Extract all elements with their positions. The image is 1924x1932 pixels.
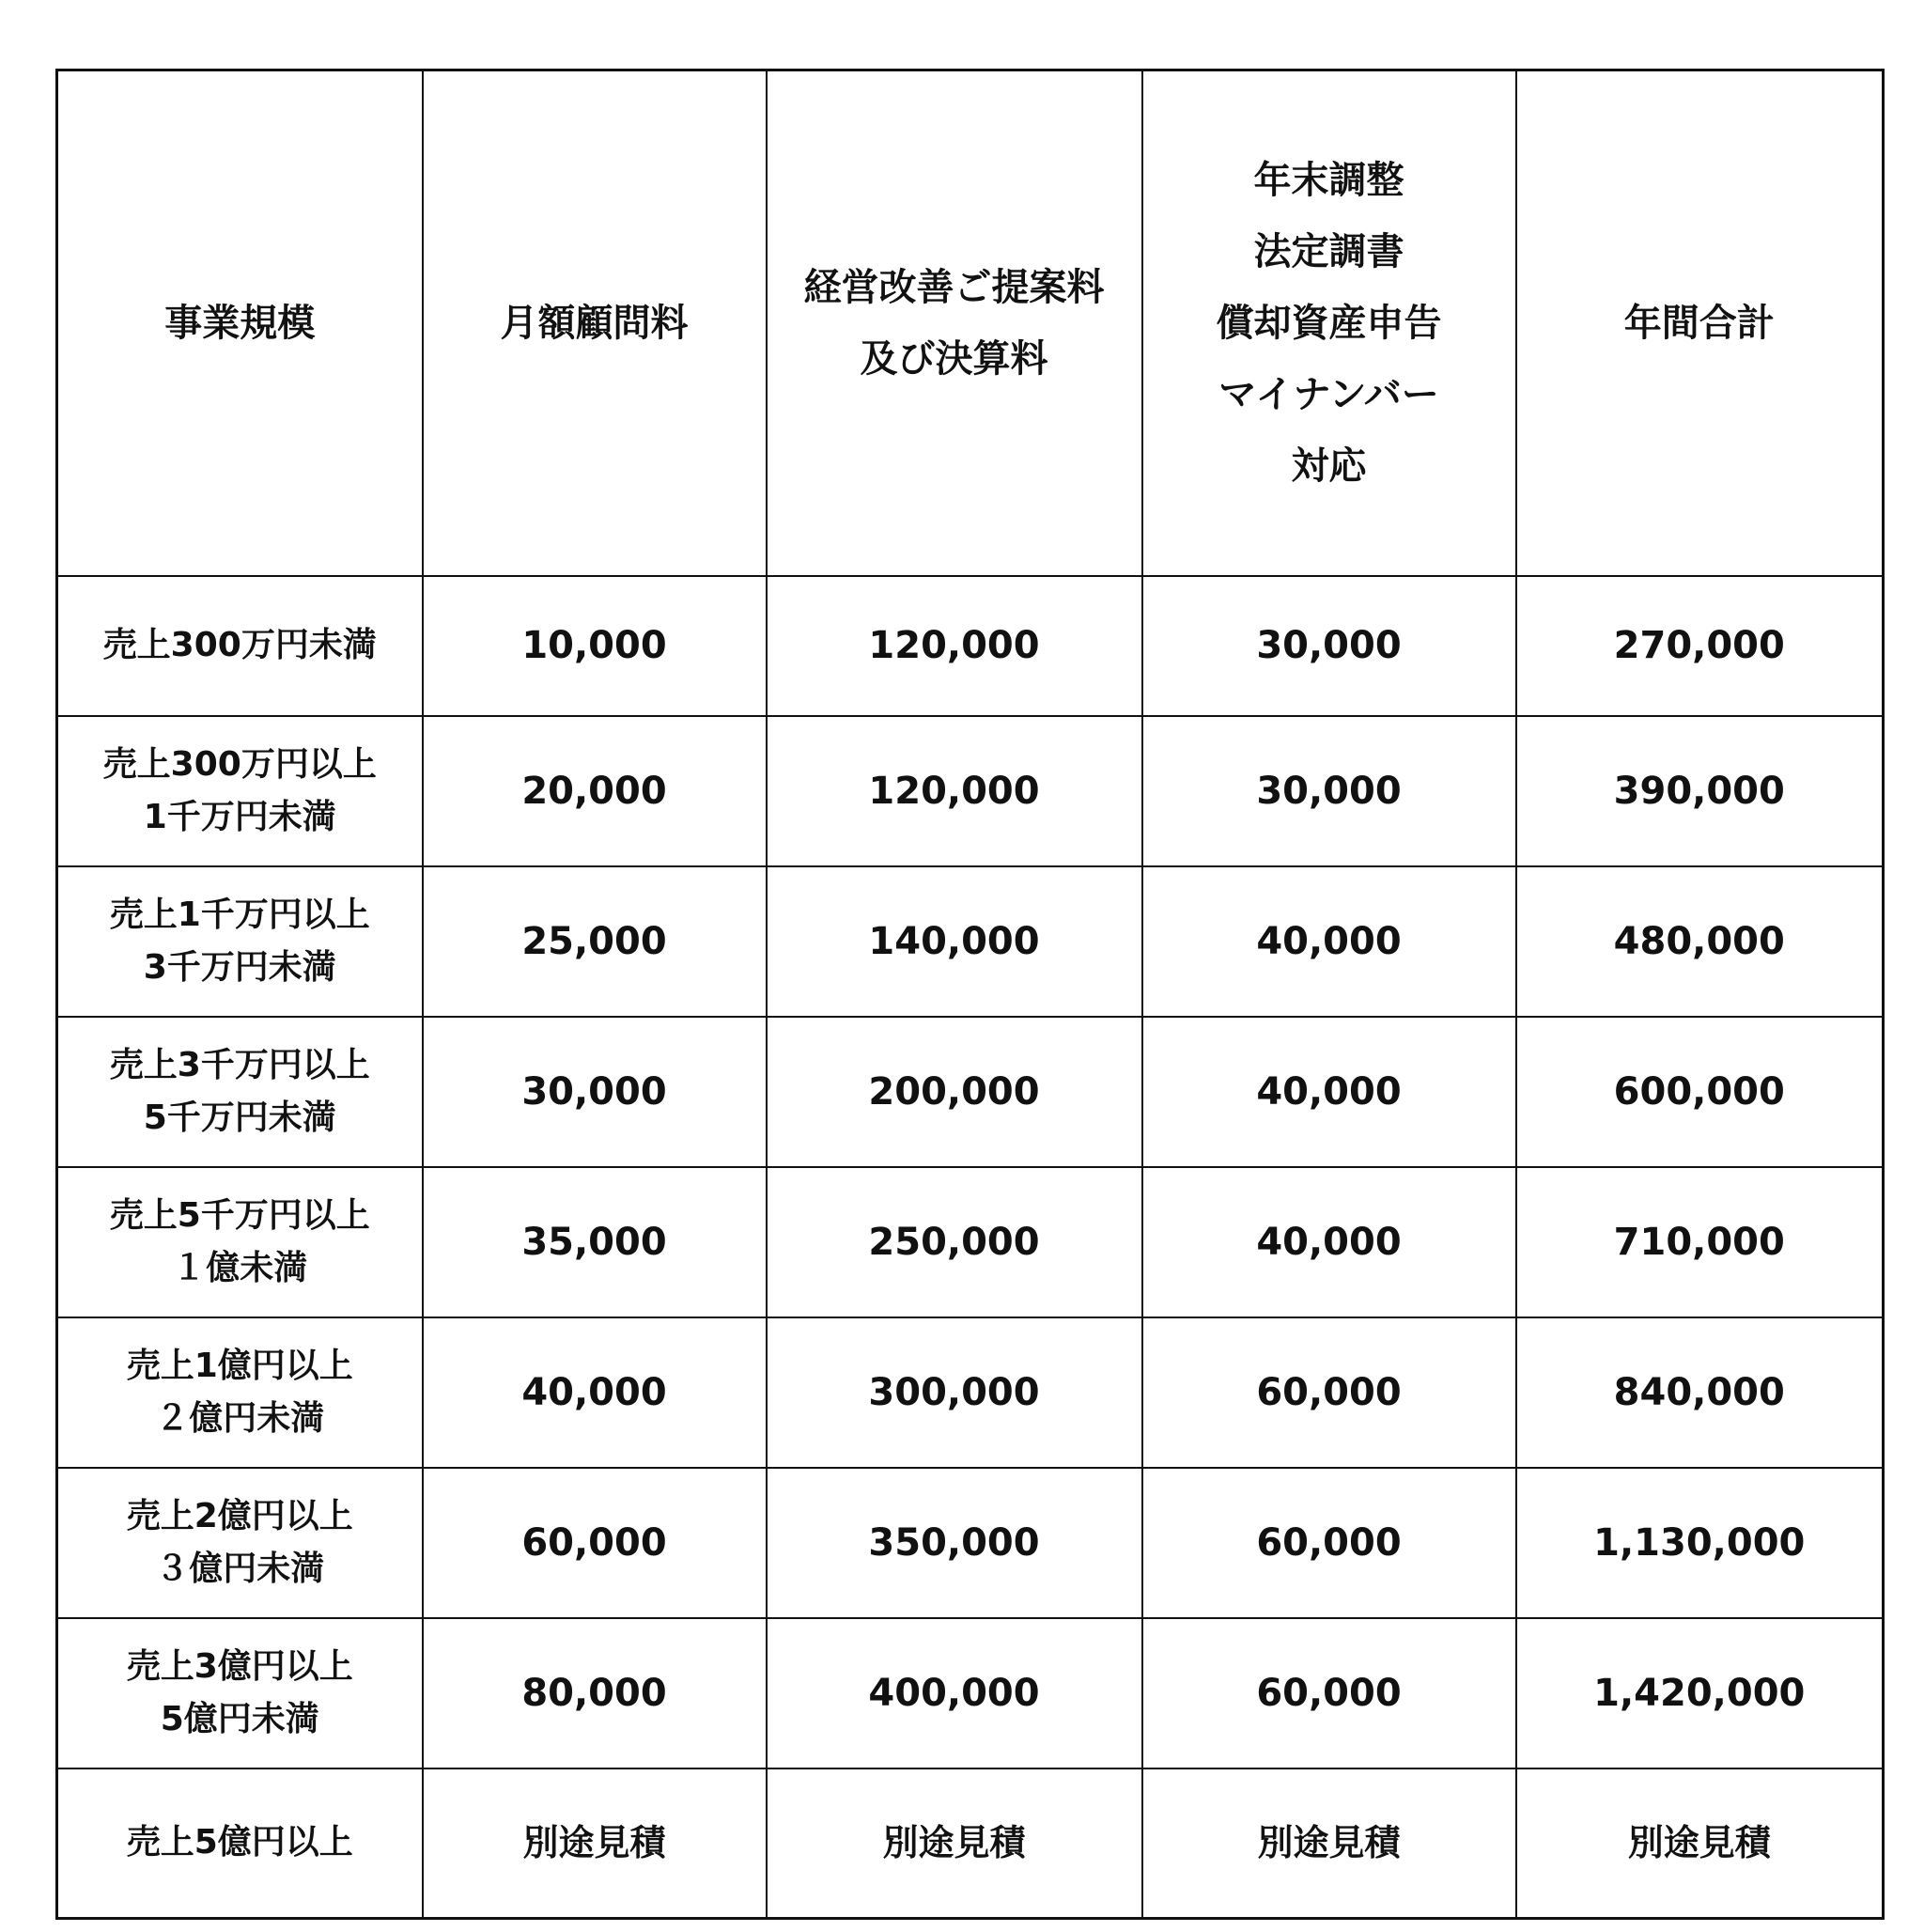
scale-line: ３億円未満 xyxy=(155,1549,325,1588)
annual-total-cell: 840,000 xyxy=(1516,1317,1884,1468)
business-scale-cell xyxy=(57,1317,423,1468)
proposal-fee-cell: 250,000 xyxy=(767,1167,1142,1317)
scale-line: 売上2億円以上 xyxy=(126,1496,353,1535)
business-scale-cell xyxy=(57,1468,423,1618)
business-scale-cell xyxy=(57,866,423,1017)
header-proposal-fee xyxy=(767,70,1142,576)
scale-line: 5千万円未満 xyxy=(143,1098,336,1137)
scale-line: 売上1千万円以上 xyxy=(109,895,370,934)
scale-line: 1千万円未満 xyxy=(143,797,336,836)
adjustment-fee-cell: 60,000 xyxy=(1142,1468,1516,1618)
business-scale-cell xyxy=(57,1768,423,1919)
monthly-fee-cell: 30,000 xyxy=(423,1017,767,1167)
proposal-fee-cell: 120,000 xyxy=(767,576,1142,716)
table-row xyxy=(57,1317,1884,1468)
proposal-fee-cell: 400,000 xyxy=(767,1618,1142,1768)
table-row xyxy=(57,1167,1884,1317)
header-business-scale xyxy=(57,70,423,576)
scale-line: 売上5億円以上 xyxy=(126,1823,353,1862)
monthly-fee-cell: 40,000 xyxy=(423,1317,767,1468)
header-row xyxy=(57,70,1884,576)
scale-line: １億未満 xyxy=(172,1248,308,1287)
header-line: 法定調書 xyxy=(1253,229,1404,273)
annual-total-cell: 390,000 xyxy=(1516,716,1884,866)
table-row xyxy=(57,576,1884,716)
annual-total-cell: 1,420,000 xyxy=(1516,1618,1884,1768)
annual-total-cell: 480,000 xyxy=(1516,866,1884,1017)
header-line: 償却資産申告 xyxy=(1216,301,1442,345)
header-annual-total xyxy=(1516,70,1884,576)
table-row xyxy=(57,866,1884,1017)
monthly-fee-cell: 20,000 xyxy=(423,716,767,866)
annual-total-cell: 別途見積 xyxy=(1516,1768,1884,1919)
proposal-fee-cell: 350,000 xyxy=(767,1468,1142,1618)
proposal-fee-cell: 200,000 xyxy=(767,1017,1142,1167)
business-scale-cell xyxy=(57,1167,423,1317)
adjustment-fee-cell: 60,000 xyxy=(1142,1317,1516,1468)
proposal-fee-cell: 120,000 xyxy=(767,716,1142,866)
monthly-fee-cell: 35,000 xyxy=(423,1167,767,1317)
adjustment-fee-cell: 30,000 xyxy=(1142,716,1516,866)
header-line: 年末調整 xyxy=(1253,158,1404,202)
adjustment-fee-cell: 30,000 xyxy=(1142,576,1516,716)
header-line: 及び決算料 xyxy=(860,336,1048,381)
scale-line: 売上1億円以上 xyxy=(126,1346,353,1385)
fee-table xyxy=(55,69,1885,1920)
monthly-fee-cell: 25,000 xyxy=(423,866,767,1017)
adjustment-fee-cell: 40,000 xyxy=(1142,866,1516,1017)
adjustment-fee-cell: 40,000 xyxy=(1142,1017,1516,1167)
annual-total-cell: 710,000 xyxy=(1516,1167,1884,1317)
business-scale-cell xyxy=(57,576,423,716)
scale-line: ２億円未満 xyxy=(155,1398,325,1438)
business-scale-cell xyxy=(57,1618,423,1768)
scale-line: 売上3億円以上 xyxy=(126,1646,353,1686)
header-year-end-adjustment xyxy=(1142,70,1516,576)
adjustment-fee-cell: 40,000 xyxy=(1142,1167,1516,1317)
table-row xyxy=(57,1768,1884,1919)
annual-total-cell: 1,130,000 xyxy=(1516,1468,1884,1618)
scale-line: 売上300万円以上 xyxy=(102,744,377,784)
table-row xyxy=(57,716,1884,866)
monthly-fee-cell: 10,000 xyxy=(423,576,767,716)
scale-line: 売上3千万円以上 xyxy=(109,1045,370,1084)
proposal-fee-cell: 300,000 xyxy=(767,1317,1142,1468)
proposal-fee-cell: 別途見積 xyxy=(767,1768,1142,1919)
table-row xyxy=(57,1618,1884,1768)
scale-line: 売上300万円未満 xyxy=(102,626,377,664)
scale-line: 5億円未満 xyxy=(160,1699,319,1738)
header-line: 事業規模 xyxy=(164,301,316,345)
monthly-fee-cell: 別途見積 xyxy=(423,1768,767,1919)
adjustment-fee-cell: 60,000 xyxy=(1142,1618,1516,1768)
header-monthly-fee xyxy=(423,70,767,576)
scale-line: 3千万円未満 xyxy=(143,947,336,987)
header-line: 月額顧問料 xyxy=(500,301,689,345)
business-scale-cell xyxy=(57,716,423,866)
table-row xyxy=(57,1017,1884,1167)
proposal-fee-cell: 140,000 xyxy=(767,866,1142,1017)
annual-total-cell: 600,000 xyxy=(1516,1017,1884,1167)
adjustment-fee-cell: 別途見積 xyxy=(1142,1768,1516,1919)
monthly-fee-cell: 80,000 xyxy=(423,1618,767,1768)
annual-total-cell: 270,000 xyxy=(1516,576,1884,716)
business-scale-cell xyxy=(57,1017,423,1167)
monthly-fee-cell: 60,000 xyxy=(423,1468,767,1618)
table-row xyxy=(57,1468,1884,1618)
scale-line: 売上5千万円以上 xyxy=(109,1195,370,1235)
header-line: マイナンバー xyxy=(1218,372,1439,416)
header-line: 年間合計 xyxy=(1623,301,1775,345)
header-line: 経営改善ご提案料 xyxy=(803,265,1105,309)
header-line: 対応 xyxy=(1291,444,1367,488)
